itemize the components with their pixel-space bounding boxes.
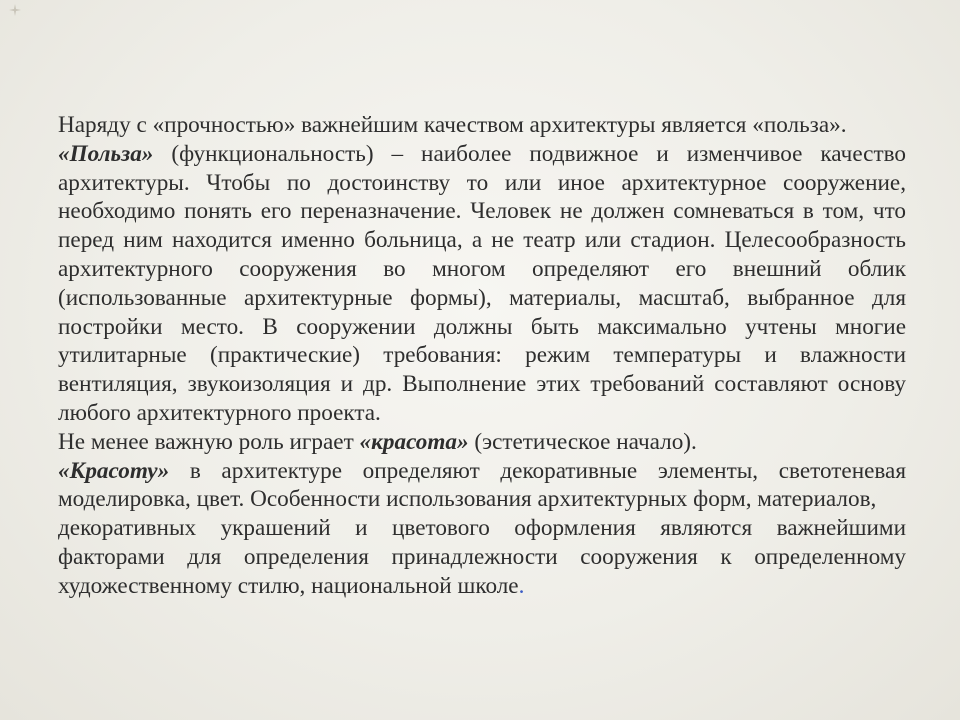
final-period: . [518, 572, 525, 599]
intro-text: Наряду с «прочностью» важнейшим качеством архитектуры является «польза». [58, 112, 847, 138]
four-point-star-ornament-icon [9, 4, 21, 16]
term-beauty-accusative: «Красоту» [58, 457, 170, 484]
utility-text: (функциональность) – наиболее подвижное и изменчивое качество архитектуры. Чтобы по достоинству то или иное архитектурное сооружение, необходимо понять его переназначение. Человек не должен сомневаться в том, что перед ним находится именно больница, а не театр или стадион. Целесообразность архитектурного сооружения во многом определяют его внешний облик (использованные архитектурные формы), материалы, масштаб, выбранное для постройки место. В сооружении должны быть максимально учтены многие утилитарные (практические) требования: режим температуры и влажности вентиляция, звукоизоляция и др. Выполнение этих требований составляют основу любого архитектурного проекта. [58, 140, 906, 426]
paragraph-beauty-elements [58, 457, 906, 515]
paragraph-decoration [58, 514, 906, 600]
decoration-text: декоративных украшений и цветового оформления являются важнейшими факторами для определения принадлежности сооружения к определенному художественному стилю, национальной школе [58, 515, 906, 599]
beauty-role-text-before: Не менее важную роль играет [58, 428, 360, 455]
paragraph-beauty-role [58, 428, 906, 457]
term-beauty: «красота» [359, 428, 469, 455]
paragraph-intro [58, 111, 906, 140]
beauty-role-text-after: (эстетическое начало). [468, 428, 697, 455]
paragraph-utility [58, 140, 906, 428]
beauty-elements-text: в архитектуре определяют декоративные элементы, светотеневая моделировка, цвет. Особенности использования архитектурных форм, материалов, [58, 457, 906, 513]
slide-body-text [58, 111, 906, 601]
term-utility: «Польза» [58, 140, 154, 167]
